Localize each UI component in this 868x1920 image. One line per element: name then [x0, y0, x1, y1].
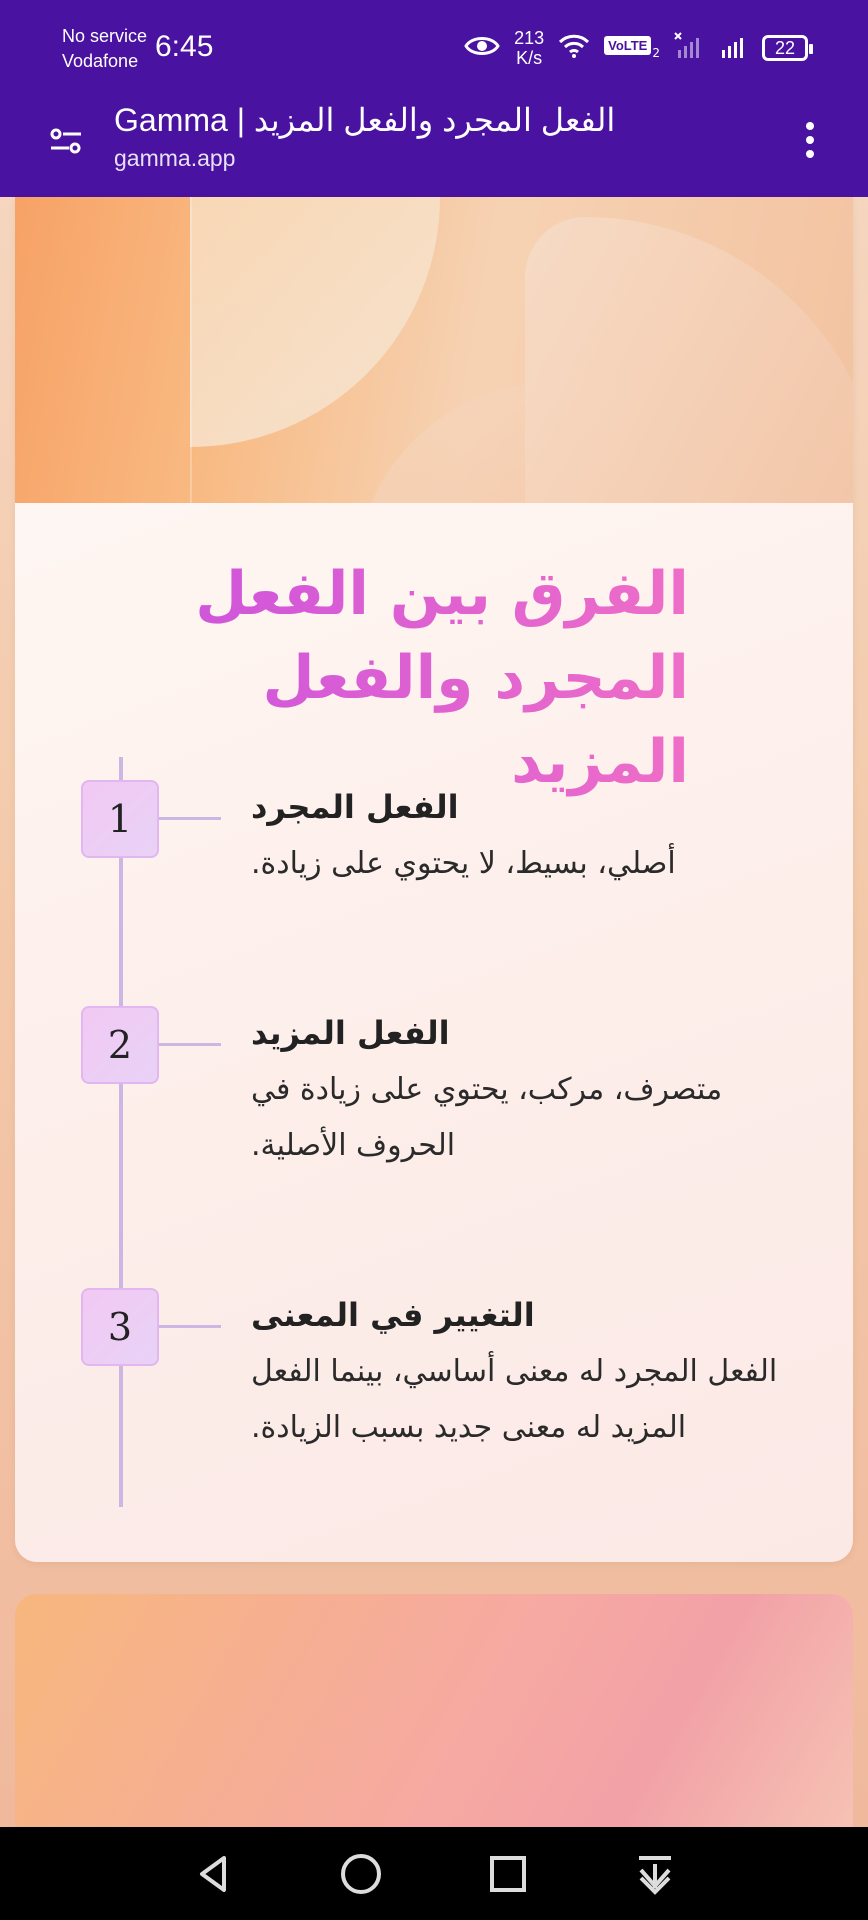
step-title: الفعل المزيد — [251, 1014, 450, 1052]
step-description: الفعل المجرد له معنى أساسي، بينما الفعل المزيد له معنى جديد بسبب الزيادة. — [251, 1354, 778, 1445]
step-title: الفعل المجرد — [251, 788, 459, 826]
signal-x-icon — [674, 32, 704, 64]
volte-label: VoLTE — [604, 36, 651, 55]
step-connector — [159, 817, 221, 820]
netspeed-unit: K/s — [516, 48, 543, 68]
page-title[interactable]: Gamma | الفعل المجرد والفعل المزيد — [114, 102, 616, 138]
card-title-wrap — [69, 552, 689, 804]
tune-icon[interactable] — [44, 119, 88, 163]
recents-square-icon[interactable] — [478, 1844, 538, 1904]
network-speed — [514, 28, 544, 68]
step-number: 3 — [81, 1288, 159, 1366]
timeline-line — [119, 757, 123, 1507]
battery-level: 22 — [774, 37, 796, 58]
status-icons — [464, 26, 808, 70]
carrier-info — [62, 24, 147, 74]
clock: 6:45 — [155, 30, 214, 63]
browser-toolbar — [0, 97, 868, 197]
step-title: التغيير في المعنى — [251, 1296, 535, 1334]
step-description: متصرف، مركب، يحتوي على زيادة في الحروف الأصلية. — [251, 1072, 723, 1163]
back-triangle-icon[interactable] — [184, 1844, 244, 1904]
home-circle-icon[interactable] — [331, 1844, 391, 1904]
step-connector — [159, 1043, 221, 1046]
hero-image — [15, 197, 853, 503]
eye-icon — [464, 34, 500, 62]
step-connector — [159, 1325, 221, 1328]
wifi-icon — [558, 33, 590, 63]
signal-icon — [718, 32, 748, 64]
download-icon[interactable] — [625, 1844, 685, 1904]
hero-shape — [190, 197, 440, 447]
carrier-line2: Vodafone — [62, 51, 139, 71]
hero-band — [190, 197, 192, 503]
status-bar — [0, 0, 868, 97]
next-card-image — [15, 1594, 853, 1834]
page-domain[interactable]: gamma.app — [114, 145, 236, 171]
step-number: 2 — [81, 1006, 159, 1084]
hero-shape — [525, 217, 853, 503]
content-card — [15, 197, 853, 1562]
netspeed-value: 213 — [514, 28, 545, 48]
carrier-line1: No service — [62, 26, 148, 46]
step-number: 1 — [81, 780, 159, 858]
battery-icon — [762, 35, 808, 61]
card-title: الفرق بين الفعل المجرد والفعل المزيد — [69, 552, 689, 804]
step-description: أصلي، بسيط، لا يحتوي على زيادة. — [251, 846, 676, 881]
sim-slot: 2 — [652, 46, 660, 60]
more-vert-icon[interactable] — [788, 115, 832, 165]
volte-badge — [604, 36, 660, 60]
navigation-bar — [0, 1827, 868, 1920]
